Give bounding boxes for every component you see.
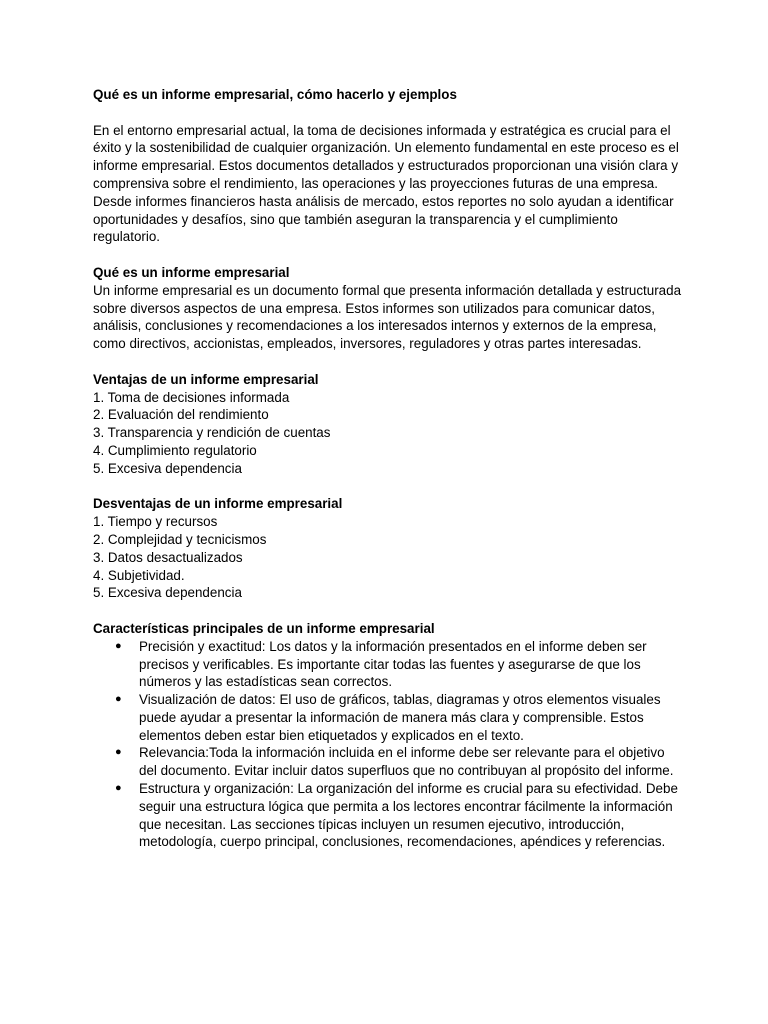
list-item: 1. Toma de decisiones informada	[93, 389, 290, 405]
list-item: 4. Cumplimiento regulatorio	[93, 442, 257, 458]
what-paragraph: Un informe empresarial es un documento formal que presenta información detallada y estructurada sobre diversos aspectos de una empresa. Estos informes son utilizados para comunicar datos, análisis, conclusiones y recomendaciones a los interesados internos y externos de la empresa, como directivos, accionistas, empleados, inversores, reguladores y otras partes interesadas.	[93, 282, 682, 352]
list-item	[93, 638, 683, 691]
list-item: 2. Complejidad y tecnicismos	[93, 531, 267, 547]
list-item: 1. Tiempo y recursos	[93, 514, 218, 530]
bullet-icon: ●	[115, 639, 122, 652]
disadvantages-list	[93, 513, 683, 602]
feature-text: Relevancia:Toda la información incluida en el informe debe ser relevante para el objetivo del documento. Evitar incluir datos superfluos que no contribuyan al propósito del informe.	[139, 745, 674, 779]
intro-paragraph: En el entorno empresarial actual, la toma de decisiones informada y estratégica es crucial para el éxito y la sostenibilidad de cualquier organización. Un elemento fundamental en este proceso es el informe empresarial. Estos documentos detallados y estructurados proporcionan una visión clara y comprensiva sobre el rendimiento, las operaciones y las proyecciones futuras de una empresa. Desde informes financieros hasta análisis de mercado, estos reportes no solo ayudan a identificar oportunidades y desafíos, sino que también aseguran la transparencia y el cumplimiento regulatorio.	[93, 122, 679, 245]
feature-text: Precisión y exactitud: Los datos y la información presentados en el informe deben ser precisos y verificables. Es importante citar todas las fuentes y asegurarse de que los números y las estadísticas sean correctos.	[139, 638, 647, 690]
list-item: 3. Datos desactualizados	[93, 549, 243, 565]
list-item	[93, 744, 683, 780]
list-item: 2. Evaluación del rendimiento	[93, 407, 269, 423]
feature-text: Estructura y organización: La organización del informe es crucial para su efectividad. Debe seguir una estructura lógica que permita a los lectores encontrar fácilmente la información que necesitan. Las secciones típicas incluyen un resumen ejecutivo, introducción, metodología, cuerpo principal, conclusiones, recomendaciones, apéndices y referencias.	[139, 781, 678, 850]
list-item: 3. Transparencia y rendición de cuentas	[93, 425, 331, 441]
list-item: 5. Excesiva dependencia	[93, 585, 242, 601]
bullet-icon: ●	[115, 693, 122, 706]
bullet-icon: ●	[115, 746, 122, 759]
list-item	[93, 780, 683, 851]
what-heading: Qué es un informe empresarial	[93, 264, 290, 280]
features-heading: Características principales de un informe empresarial	[93, 620, 435, 636]
bullet-icon: ●	[115, 782, 122, 795]
list-item: 5. Excesiva dependencia	[93, 460, 242, 476]
advantages-heading: Ventajas de un informe empresarial	[93, 371, 319, 387]
advantages-list	[93, 389, 683, 478]
list-item	[93, 691, 683, 744]
list-item: 4. Subjetividad.	[93, 567, 185, 583]
document-page	[93, 86, 683, 851]
feature-text: Visualización de datos: El uso de gráficos, tablas, diagramas y otros elementos visuales puede ayudar a presentar la información de manera más clara y comprensible. Estos elementos deben estar bien etiquetados y explicados en el texto.	[139, 692, 661, 743]
features-list	[93, 638, 683, 852]
document-title: Qué es un informe empresarial, cómo hacerlo y ejemplos	[93, 87, 457, 102]
disadvantages-heading: Desventajas de un informe empresarial	[93, 496, 343, 512]
